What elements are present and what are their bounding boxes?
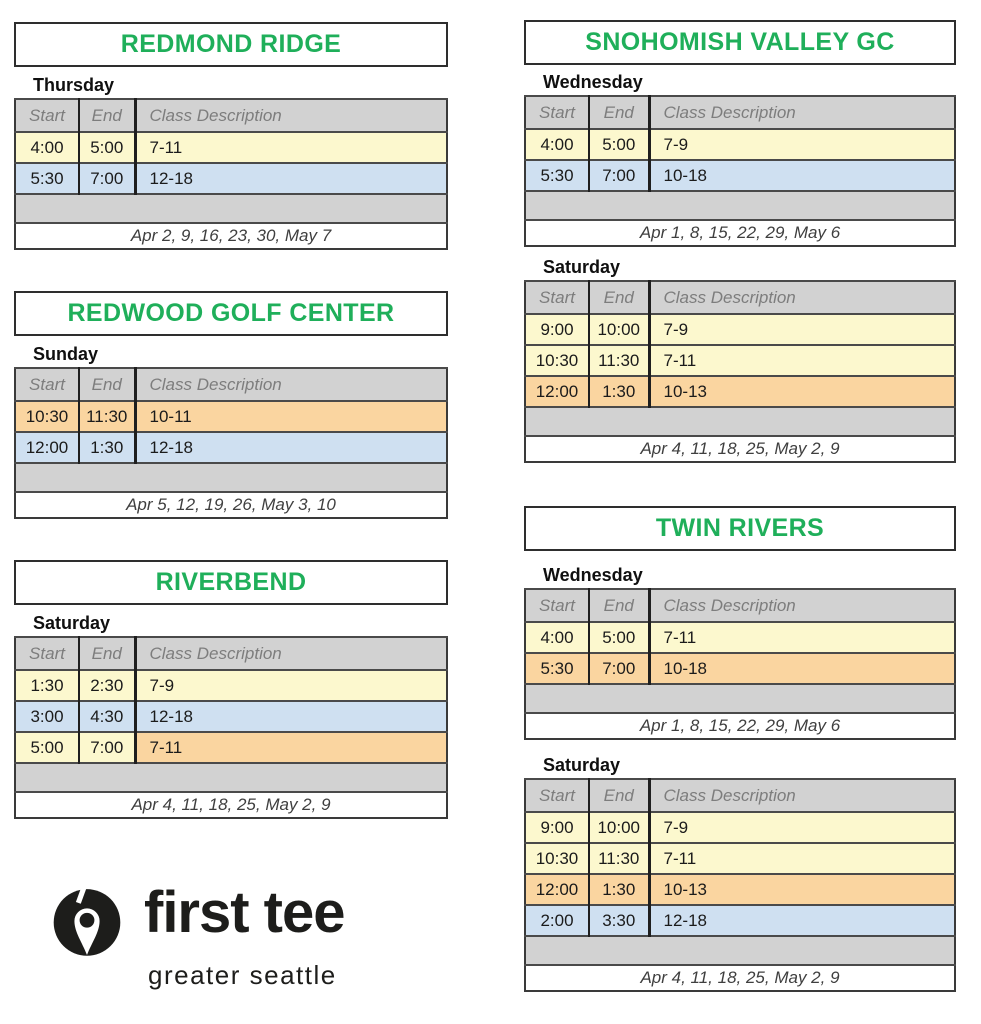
dates-row <box>15 792 447 818</box>
location-title: REDMOND RIDGE <box>120 30 342 58</box>
cell-desc: 7-11 <box>135 132 447 163</box>
schedule-row <box>525 874 955 905</box>
location-title: REDWOOD GOLF CENTER <box>67 299 395 327</box>
dates-row <box>525 220 955 246</box>
cell-start: 4:00 <box>525 129 589 160</box>
schedule-row <box>525 160 955 191</box>
cell-desc: 12-18 <box>135 163 447 194</box>
schedule-table-redmond-ridge-thursday <box>14 98 448 250</box>
location-title: TWIN RIVERS <box>655 514 825 542</box>
session-dates: Apr 4, 11, 18, 25, May 2, 9 <box>15 792 447 818</box>
cell-start: 10:30 <box>525 843 589 874</box>
location-title-box-snohomish-valley-gc <box>524 20 956 65</box>
cell-desc: 7-9 <box>649 129 955 160</box>
schedule-row <box>525 129 955 160</box>
cell-end: 7:00 <box>589 160 649 191</box>
cell-start: 4:00 <box>525 622 589 653</box>
cell-start: 12:00 <box>15 432 79 463</box>
cell-start: 5:30 <box>525 160 589 191</box>
schedule-row <box>525 905 955 936</box>
cell-desc: 7-11 <box>649 843 955 874</box>
filler-row <box>15 194 447 223</box>
dates-row <box>525 965 955 991</box>
cell-end: 5:00 <box>589 129 649 160</box>
column-header-end: End <box>589 96 649 129</box>
column-header-end: End <box>79 368 135 401</box>
table-header-row <box>525 779 955 812</box>
session-dates: Apr 4, 11, 18, 25, May 2, 9 <box>525 436 955 462</box>
cell-end: 3:30 <box>589 905 649 936</box>
location-title-box-riverbend <box>14 560 448 605</box>
table-header-row <box>525 96 955 129</box>
column-header-class-description: Class Description <box>649 96 955 129</box>
first-tee-logo <box>50 880 448 991</box>
cell-end: 7:00 <box>589 653 649 684</box>
cell-start: 12:00 <box>525 376 589 407</box>
empty-filler-cell <box>15 763 447 792</box>
cell-desc: 12-18 <box>135 432 447 463</box>
column-header-end: End <box>589 589 649 622</box>
cell-end: 7:00 <box>79 732 135 763</box>
logo-text-block <box>144 880 345 991</box>
cell-start: 3:00 <box>15 701 79 732</box>
schedule-row <box>525 376 955 407</box>
schedule-row <box>525 843 955 874</box>
column-header-end: End <box>79 99 135 132</box>
table-header-row <box>15 99 447 132</box>
filler-row <box>15 763 447 792</box>
table-header-row <box>15 368 447 401</box>
cell-desc: 7-9 <box>649 812 955 843</box>
cell-end: 5:00 <box>589 622 649 653</box>
cell-desc: 7-9 <box>135 670 447 701</box>
cell-end: 10:00 <box>589 314 649 345</box>
logo-brand-name: first tee <box>144 880 345 945</box>
left-column <box>14 22 448 991</box>
right-column <box>524 20 956 992</box>
cell-start: 1:30 <box>15 670 79 701</box>
logo-region-name: greater seattle <box>148 959 337 990</box>
schedule-table-twin-rivers-wednesday <box>524 588 956 740</box>
session-dates: Apr 1, 8, 15, 22, 29, May 6 <box>525 713 955 739</box>
cell-desc: 7-9 <box>649 314 955 345</box>
cell-desc: 7-11 <box>135 732 447 763</box>
cell-end: 1:30 <box>79 432 135 463</box>
session-dates: Apr 1, 8, 15, 22, 29, May 6 <box>525 220 955 246</box>
day-label: Saturday <box>543 755 621 775</box>
cell-end: 11:30 <box>589 843 649 874</box>
schedule-table-redwood-sunday <box>14 367 448 519</box>
dates-row <box>525 713 955 739</box>
schedule-row <box>525 622 955 653</box>
schedule-row <box>15 732 447 763</box>
day-label: Thursday <box>33 75 115 95</box>
cell-end: 1:30 <box>589 874 649 905</box>
column-header-class-description: Class Description <box>135 99 447 132</box>
filler-row <box>15 463 447 492</box>
session-dates: Apr 2, 9, 16, 23, 30, May 7 <box>15 223 447 249</box>
column-header-class-description: Class Description <box>649 281 955 314</box>
cell-desc: 7-11 <box>649 622 955 653</box>
cell-start: 5:30 <box>525 653 589 684</box>
column-header-start: Start <box>525 281 589 314</box>
schedule-table-snohomish-saturday <box>524 280 956 463</box>
empty-filler-cell <box>525 407 955 436</box>
day-label: Saturday <box>543 257 621 277</box>
schedule-row <box>15 701 447 732</box>
column-header-start: Start <box>525 779 589 812</box>
filler-row <box>525 191 955 220</box>
schedule-row <box>15 670 447 701</box>
column-header-start: Start <box>525 589 589 622</box>
dates-row <box>15 223 447 249</box>
filler-row <box>525 936 955 965</box>
day-label: Wednesday <box>543 72 643 92</box>
column-header-end: End <box>589 779 649 812</box>
schedule-row <box>525 812 955 843</box>
column-header-class-description: Class Description <box>135 637 447 670</box>
cell-end: 11:30 <box>589 345 649 376</box>
cell-start: 5:00 <box>15 732 79 763</box>
empty-filler-cell <box>525 191 955 220</box>
day-label: Sunday <box>33 344 99 364</box>
location-title: SNOHOMISH VALLEY GC <box>585 28 895 56</box>
location-title-box-redmond-ridge <box>14 22 448 67</box>
cell-desc: 7-11 <box>649 345 955 376</box>
session-dates: Apr 4, 11, 18, 25, May 2, 9 <box>525 965 955 991</box>
filler-row <box>525 407 955 436</box>
schedule-row <box>525 345 955 376</box>
cell-desc: 10-13 <box>649 874 955 905</box>
first-tee-pin-icon <box>50 882 124 960</box>
column-header-start: Start <box>15 637 79 670</box>
column-header-class-description: Class Description <box>649 589 955 622</box>
cell-end: 7:00 <box>79 163 135 194</box>
cell-start: 5:30 <box>15 163 79 194</box>
cell-desc: 12-18 <box>135 701 447 732</box>
filler-row <box>525 684 955 713</box>
column-header-class-description: Class Description <box>135 368 447 401</box>
column-header-start: Start <box>525 96 589 129</box>
day-label: Wednesday <box>543 565 643 585</box>
table-header-row <box>525 589 955 622</box>
dates-row <box>15 492 447 518</box>
cell-start: 9:00 <box>525 812 589 843</box>
schedule-table-riverbend-saturday <box>14 636 448 819</box>
cell-desc: 10-11 <box>135 401 447 432</box>
column-header-class-description: Class Description <box>649 779 955 812</box>
location-title-box-redwood-golf-center <box>14 291 448 336</box>
schedule-row <box>15 432 447 463</box>
cell-end: 4:30 <box>79 701 135 732</box>
schedule-row <box>15 132 447 163</box>
cell-end: 5:00 <box>79 132 135 163</box>
cell-start: 9:00 <box>525 314 589 345</box>
cell-start: 4:00 <box>15 132 79 163</box>
cell-start: 10:30 <box>525 345 589 376</box>
cell-desc: 10-13 <box>649 376 955 407</box>
cell-start: 2:00 <box>525 905 589 936</box>
cell-desc: 10-18 <box>649 653 955 684</box>
dates-row <box>525 436 955 462</box>
location-title: RIVERBEND <box>155 568 307 596</box>
session-dates: Apr 5, 12, 19, 26, May 3, 10 <box>15 492 447 518</box>
cell-start: 10:30 <box>15 401 79 432</box>
column-header-end: End <box>79 637 135 670</box>
column-header-start: Start <box>15 99 79 132</box>
cell-start: 12:00 <box>525 874 589 905</box>
cell-end: 11:30 <box>79 401 135 432</box>
location-title-box-twin-rivers <box>524 506 956 551</box>
schedule-table-twin-rivers-saturday <box>524 778 956 992</box>
schedule-row <box>525 314 955 345</box>
cell-end: 1:30 <box>589 376 649 407</box>
cell-end: 10:00 <box>589 812 649 843</box>
table-header-row <box>525 281 955 314</box>
cell-end: 2:30 <box>79 670 135 701</box>
empty-filler-cell <box>525 936 955 965</box>
schedule-table-snohomish-wednesday <box>524 95 956 247</box>
schedule-row <box>15 401 447 432</box>
empty-filler-cell <box>15 463 447 492</box>
day-label: Saturday <box>33 613 111 633</box>
cell-desc: 12-18 <box>649 905 955 936</box>
cell-desc: 10-18 <box>649 160 955 191</box>
column-header-end: End <box>589 281 649 314</box>
column-header-start: Start <box>15 368 79 401</box>
table-header-row <box>15 637 447 670</box>
schedule-row <box>15 163 447 194</box>
empty-filler-cell <box>15 194 447 223</box>
empty-filler-cell <box>525 684 955 713</box>
schedule-row <box>525 653 955 684</box>
